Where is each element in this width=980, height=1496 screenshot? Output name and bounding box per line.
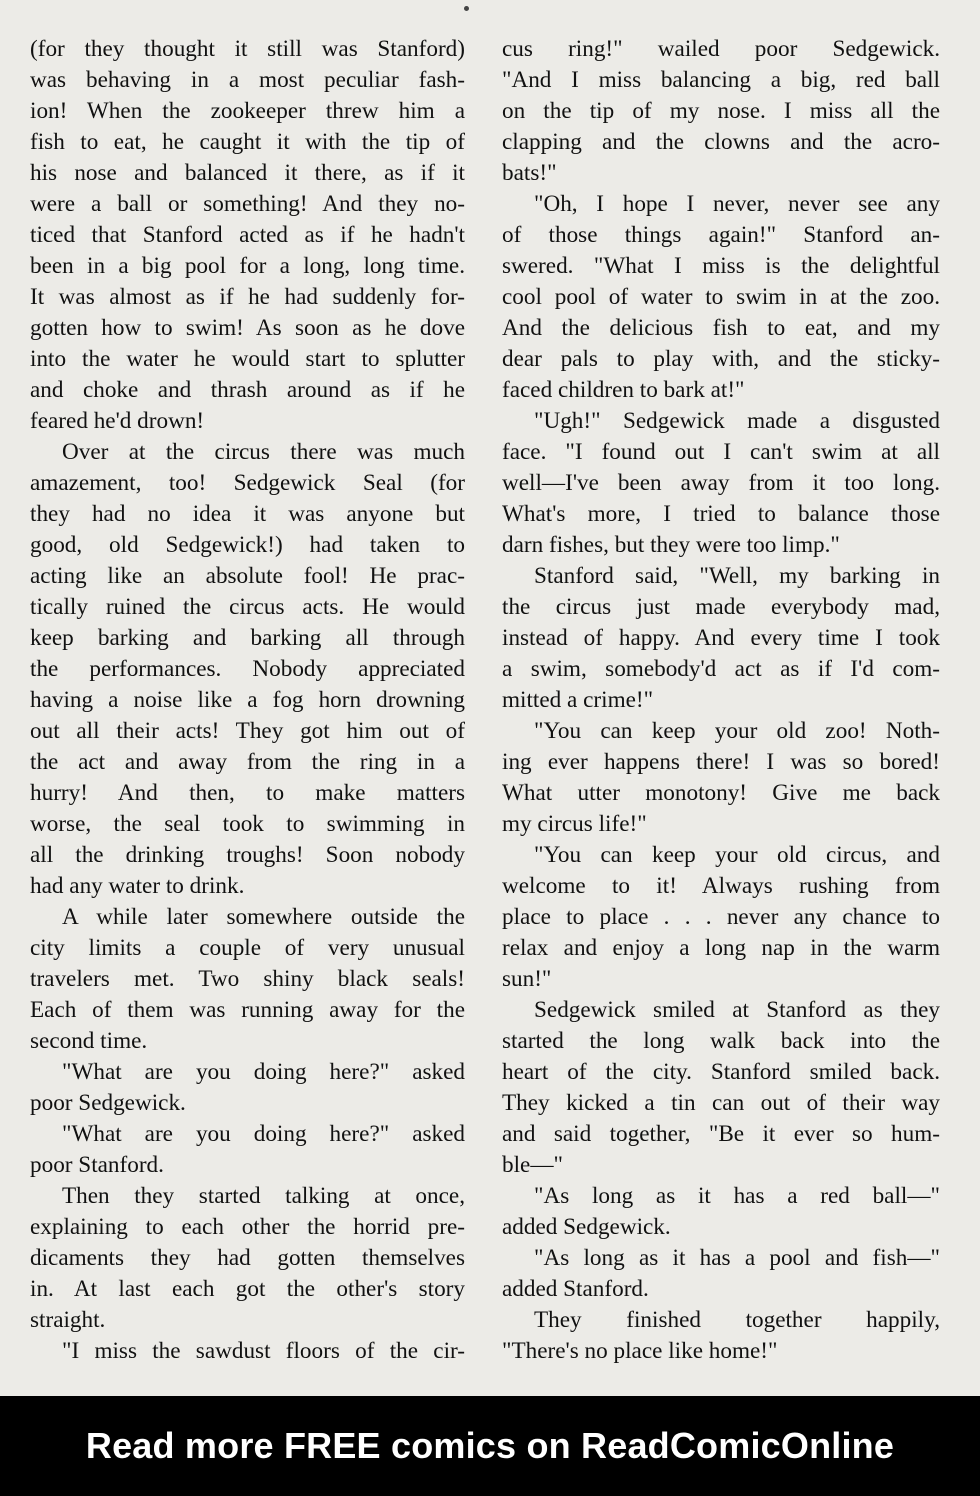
- story-line: all the drinking troughs! Soon nobody: [30, 842, 465, 868]
- story-line: they had no idea it was anyone but: [30, 501, 465, 527]
- story-column-left: [30, 34, 465, 1367]
- story-line: dicaments they had gotten themselves: [30, 1245, 465, 1271]
- story-line: sun!": [502, 966, 552, 992]
- story-line: "As long as it has a red ball—": [534, 1183, 940, 1209]
- story-line: ble—": [502, 1152, 563, 1178]
- story-line: "Ugh!" Sedgewick made a disgusted: [534, 408, 940, 434]
- story-line: into the water he would start to splutter: [30, 346, 465, 372]
- story-line: hurry! And then, to make matters: [30, 780, 465, 806]
- story-line: the act and away from the ring in a: [30, 749, 465, 775]
- story-line: acting like an absolute fool! He prac-: [30, 563, 465, 589]
- story-line: It was almost as if he had suddenly for-: [30, 284, 465, 310]
- footer-link-text[interactable]: Read more FREE comics on ReadComicOnline: [85, 1425, 895, 1466]
- story-line: explaining to each other the horrid pre-: [30, 1214, 465, 1240]
- story-line: faced children to bark at!": [502, 377, 745, 403]
- story-line: his nose and balanced it there, as if it: [30, 160, 465, 186]
- story-line: "As long as it has a pool and fish—": [534, 1245, 940, 1271]
- story-line: cool pool of water to swim in at the zoo.: [502, 284, 940, 310]
- story-line: Stanford said, "Well, my barking in: [534, 563, 940, 589]
- story-line: city limits a couple of very unusual: [30, 935, 465, 961]
- story-line: face. "I found out I can't swim at all: [502, 439, 940, 465]
- story-line: worse, the seal took to swimming in: [30, 811, 465, 837]
- story-line: Over at the circus there was much: [62, 439, 465, 465]
- story-line: "You can keep your old circus, and: [534, 842, 940, 868]
- story-line: tically ruined the circus acts. He would: [30, 594, 465, 620]
- story-line: relax and enjoy a long nap in the warm: [502, 935, 940, 961]
- story-line: instead of happy. And every time I took: [502, 625, 940, 651]
- story-line: a swim, somebody'd act as if I'd com-: [502, 656, 940, 682]
- story-line: place to place . . . never any chance to: [502, 904, 940, 930]
- story-line: straight.: [30, 1307, 106, 1333]
- story-line: They kicked a tin can out of their way: [502, 1090, 940, 1116]
- story-line: travelers met. Two shiny black seals!: [30, 966, 465, 992]
- story-line: out all their acts! They got him out of: [30, 718, 465, 744]
- story-line: keep barking and barking all through: [30, 625, 465, 651]
- story-line: Each of them was running away for the: [30, 997, 465, 1023]
- story-line: good, old Sedgewick!) had taken to: [30, 532, 465, 558]
- story-line: mitted a crime!": [502, 687, 654, 713]
- story-line: "I miss the sawdust floors of the cir-: [62, 1338, 465, 1364]
- story-line: in. At last each got the other's story: [30, 1276, 465, 1302]
- page-mark: [464, 6, 469, 11]
- story-line: (for they thought it still was Stanford): [30, 36, 465, 62]
- story-line: added Sedgewick.: [502, 1214, 671, 1240]
- story-line: darn fishes, but they were too limp.": [502, 532, 840, 558]
- story-line: ion! When the zookeeper threw him a: [30, 98, 465, 124]
- story-line: and choke and thrash around as if he: [30, 377, 465, 403]
- story-line: of those things again!" Stanford an-: [502, 222, 940, 248]
- story-line: fish to eat, he caught it with the tip of: [30, 129, 465, 155]
- story-line: been in a big pool for a long, long time.: [30, 253, 465, 279]
- story-line: well—I've been away from it too long.: [502, 470, 940, 496]
- story-line: swered. "What I miss is the delightful: [502, 253, 940, 279]
- story-line: "And I miss balancing a big, red ball: [502, 67, 940, 93]
- story-line: What's more, I tried to balance those: [502, 501, 940, 527]
- story-line: second time.: [30, 1028, 148, 1054]
- story-line: "You can keep your old zoo! Noth-: [534, 718, 940, 744]
- story-line: ticed that Stanford acted as if he hadn't: [30, 222, 465, 248]
- story-line: on the tip of my nose. I miss all the: [502, 98, 940, 124]
- story-line: were a ball or something! And they no-: [30, 191, 465, 217]
- story-line: the performances. Nobody appreciated: [30, 656, 465, 682]
- story-line: ing ever happens there! I was so bored!: [502, 749, 940, 775]
- story-line: "Oh, I hope I never, never see any: [534, 191, 940, 217]
- story-line: added Stanford.: [502, 1276, 649, 1302]
- story-line: poor Stanford.: [30, 1152, 164, 1178]
- story-line: poor Sedgewick.: [30, 1090, 186, 1116]
- story-line: What utter monotony! Give me back: [502, 780, 940, 806]
- story-line: clapping and the clowns and the acro-: [502, 129, 940, 155]
- story-line: cus ring!" wailed poor Sedgewick.: [502, 36, 940, 62]
- story-line: feared he'd drown!: [30, 408, 205, 434]
- story-line: bats!": [502, 160, 557, 186]
- story-line: Then they started talking at once,: [62, 1183, 465, 1209]
- story-line: had any water to drink.: [30, 873, 245, 899]
- story-line: They finished together happily,: [534, 1307, 940, 1333]
- story-line: and said together, "Be it ever so hum-: [502, 1121, 940, 1147]
- story-line: dear pals to play with, and the sticky-: [502, 346, 940, 372]
- story-line: And the delicious fish to eat, and my: [502, 315, 940, 341]
- story-line: my circus life!": [502, 811, 647, 837]
- story-line: gotten how to swim! As soon as he dove: [30, 315, 465, 341]
- story-column-right: [502, 34, 940, 1367]
- story-line: having a noise like a fog horn drowning: [30, 687, 465, 713]
- story-line: Sedgewick smiled at Stanford as they: [534, 997, 940, 1023]
- story-line: was behaving in a most peculiar fash-: [30, 67, 465, 93]
- story-line: "What are you doing here?" asked: [62, 1121, 465, 1147]
- story-line: amazement, too! Sedgewick Seal (for: [30, 470, 465, 496]
- story-line: started the long walk back into the: [502, 1028, 940, 1054]
- story-line: heart of the city. Stanford smiled back.: [502, 1059, 940, 1085]
- story-line: A while later somewhere outside the: [62, 904, 465, 930]
- story-line: "There's no place like home!": [502, 1338, 778, 1364]
- story-line: "What are you doing here?" asked: [62, 1059, 465, 1085]
- story-line: the circus just made everybody mad,: [502, 594, 940, 620]
- story-line: welcome to it! Always rushing from: [502, 873, 940, 899]
- footer-banner[interactable]: [0, 1396, 980, 1496]
